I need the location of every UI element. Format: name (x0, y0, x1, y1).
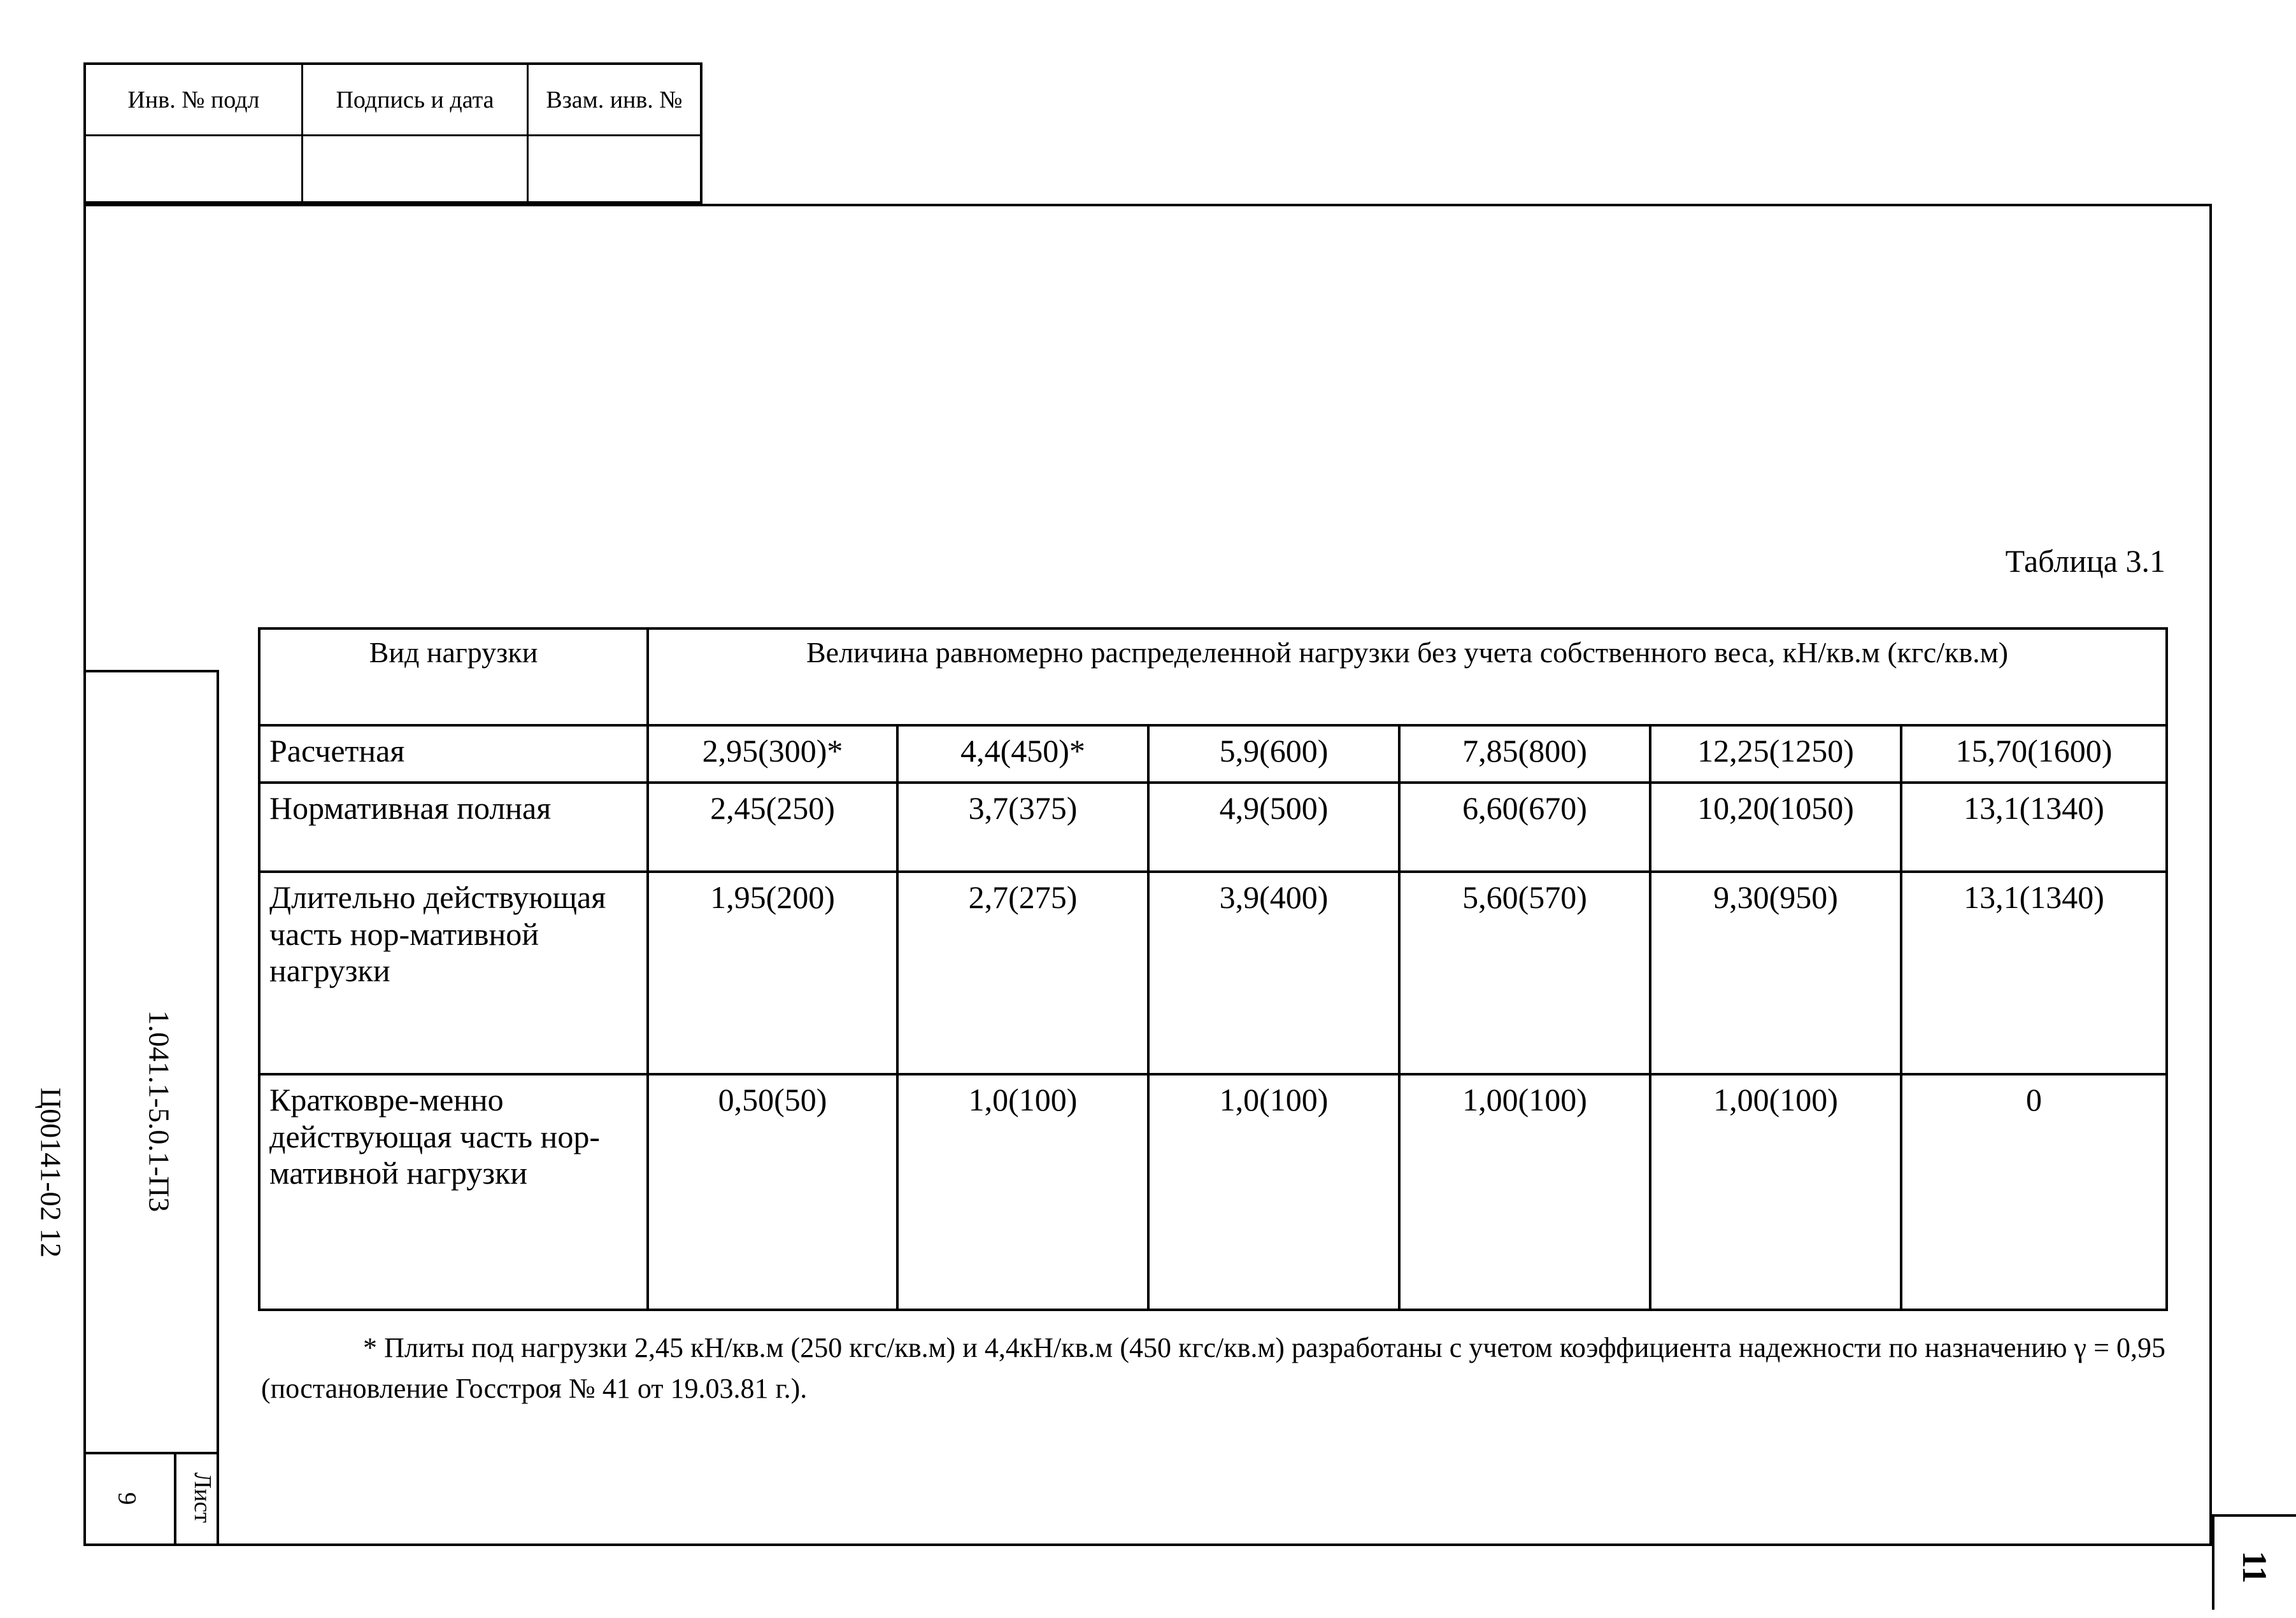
table-cell: 13,1(1340) (1901, 783, 2167, 872)
table-cell: 4,4(450)* (897, 725, 1148, 783)
table-cell: 9,30(950) (1650, 872, 1901, 1074)
table-cell: 15,70(1600) (1901, 725, 2167, 783)
stamp-header-inv-number: Инв. № подл (86, 65, 303, 136)
table-cell: 3,7(375) (897, 783, 1148, 872)
stamp-cell-empty (529, 136, 700, 201)
row-label: Нормативная полная (259, 783, 648, 872)
document-code: 1.041.1-5.0.1-П3 (143, 1010, 176, 1212)
table-cell: 1,0(100) (1148, 1074, 1399, 1310)
table-cell: 3,9(400) (1148, 872, 1399, 1074)
side-strip-divider (83, 1452, 219, 1454)
stamp-cell-empty (303, 136, 529, 201)
archive-code: Ц00141-02 12 (34, 1087, 68, 1258)
table-cell: 5,60(570) (1399, 872, 1650, 1074)
table-title: Таблица 3.1 (2005, 543, 2165, 579)
header-load-value: Величина равномерно распределенной нагрузки без учета собственного веса, кН/кв.м (кгс/кв.м) (648, 628, 2167, 725)
table-cell: 0 (1901, 1074, 2167, 1310)
load-table (258, 627, 2168, 1311)
table-row (259, 1074, 2167, 1310)
table-header-row (259, 628, 2167, 725)
table-cell: 0,50(50) (648, 1074, 897, 1310)
table-cell: 2,45(250) (648, 783, 897, 872)
table-cell: 6,60(670) (1399, 783, 1650, 872)
table-footnote: * Плиты под нагрузки 2,45 кН/кв.м (250 кгс/кв.м) и 4,4кН/кв.м (450 кгс/кв.м) разработаны с учетом коэффициента надежности по назначению γ = 0,95 (постановление Госстроя № 41 от 19.03.81 г.). (261, 1332, 2165, 1404)
stamp-header-signature-date: Подпись и дата (303, 65, 529, 136)
approval-stamp-box (83, 62, 702, 204)
table-cell: 2,7(275) (897, 872, 1148, 1074)
sheet-label: Лист (189, 1472, 216, 1523)
table-cell: 2,95(300)* (648, 725, 897, 783)
page-number: 11 (2235, 1551, 2274, 1584)
table-cell: 1,0(100) (897, 1074, 1148, 1310)
table-row (259, 725, 2167, 783)
table-cell: 1,00(100) (1650, 1074, 1901, 1310)
row-label: Длительно действующая часть нор-мативной нагрузки (259, 872, 648, 1074)
stamp-header-replacement-inv: Взам. инв. № (529, 65, 700, 136)
table-cell: 7,85(800) (1399, 725, 1650, 783)
table-cell: 1,00(100) (1399, 1074, 1650, 1310)
table-cell: 10,20(1050) (1650, 783, 1901, 872)
table-cell: 4,9(500) (1148, 783, 1399, 872)
table-cell: 5,9(600) (1148, 725, 1399, 783)
row-label: Кратковре-менно действующая часть нор-мативной нагрузки (259, 1074, 648, 1310)
row-label: Расчетная (259, 725, 648, 783)
header-load-type: Вид нагрузки (259, 628, 648, 725)
table-row (259, 872, 2167, 1074)
table-cell: 1,95(200) (648, 872, 897, 1074)
table-row (259, 783, 2167, 872)
stamp-cell-empty (86, 136, 303, 201)
table-cell: 12,25(1250) (1650, 725, 1901, 783)
sheet-number: 9 (113, 1492, 142, 1505)
side-strip-divider (174, 1452, 176, 1546)
table-cell: 13,1(1340) (1901, 872, 2167, 1074)
